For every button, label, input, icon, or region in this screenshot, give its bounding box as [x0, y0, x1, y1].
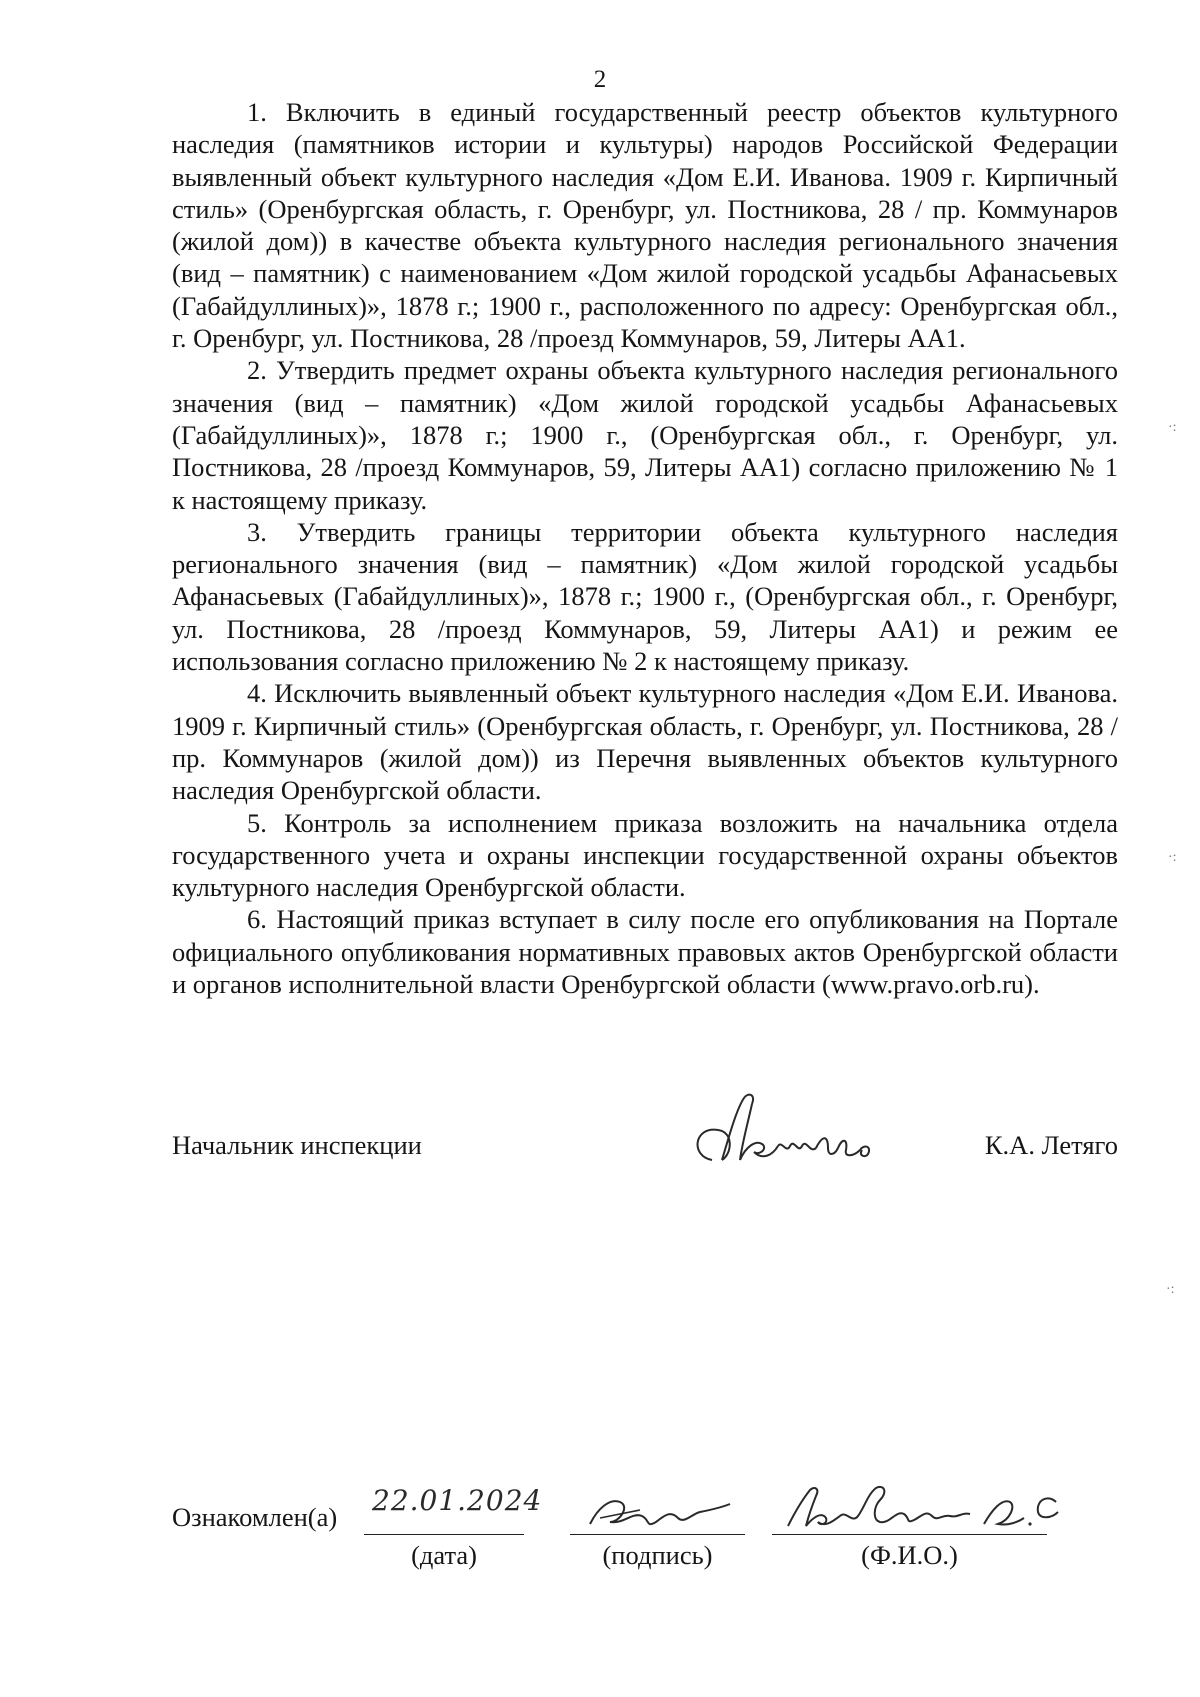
handwritten-ack-signature [580, 1488, 745, 1538]
scan-artifact: ·: [1168, 420, 1177, 435]
paragraph-2: 2. Утвердить предмет охраны объекта культурного наследия регионального значения (вид – памятник) «Дом жилой городской усадьбы Афанасьевых (Габайдуллиных)», 1878 г.; 1900 г., (Оренбургская обл., г. Оренбург, ул. Постникова, 28 /проезд Коммунаров, 59, Литеры АА1) согласно приложению № 1 к настоящему приказу. [172, 355, 1118, 515]
scan-artifact: ·: [1166, 1282, 1175, 1297]
signature-block [172, 1130, 1118, 1190]
fio-caption: (Ф.И.О.) [861, 1540, 958, 1570]
order-body [172, 96, 1118, 1000]
paragraph-4: 4. Исключить выявленный объект культурного наследия «Дом Е.И. Иванова. 1909 г. Кирпичный стиль» (Оренбургская область, г. Оренбург, ул. Постникова, 28 / пр. Коммунаров (жилой дом)) из Перечня выявленных объектов культурного наследия Оренбургской области. [172, 678, 1118, 806]
handwritten-date: 22.01.2024 [372, 1484, 543, 1517]
acknowledgement-block [172, 1484, 1132, 1578]
paragraph-3: 3. Утвердить границы территории объекта культурного наследия регионального значения (вид – памятник) «Дом жилой городской усадьбы Афанасьевых (Габайдуллиных)», 1878 г.; 1900 г., (Оренбургская обл., г. Оренбург, ул. Постникова, 28 /проезд Коммунаров, 59, Литеры АА1) и режим ее использования согласно приложению № 2 к настоящему приказу. [172, 516, 1118, 677]
handwritten-signature [682, 1090, 892, 1180]
acknowledgement-label: Ознакомлен(а) [172, 1502, 338, 1532]
signature-caption: (подпись) [602, 1540, 713, 1570]
signatory-name: К.А. Летяго [984, 1130, 1118, 1160]
handwritten-fio [780, 1480, 1070, 1538]
date-caption: (дата) [411, 1540, 477, 1570]
page-number: 2 [593, 66, 607, 93]
signatory-position: Начальник инспекции [172, 1130, 422, 1160]
paragraph-1: 1. Включить в единый государственный реестр объектов культурного наследия (памятников истории и культуры) народов Российской Федерации выявленный объект культурного наследия «Дом Е.И. Иванова. 1909 г. Кирпичный стиль» (Оренбургская область, г. Оренбург, ул. Постникова, 28 / пр. Коммунаров (жилой дом)) в качестве объекта культурного наследия регионального значения (вид – памятник) с наименованием «Дом жилой городской усадьбы Афанасьевых (Габайдуллиных)», 1878 г.; 1900 г., расположенного по адресу: Оренбургская обл., г. Оренбург, ул. Постникова, 28 /проезд Коммунаров, 59, Литеры АА1. [172, 97, 1118, 354]
paragraph-6: 6. Настоящий приказ вступает в силу после его опубликования на Портале официального опубликования нормативных правовых актов Оренбургской области и органов исполнительной власти Оренбургской области (www.pravo.orb.ru). [172, 904, 1118, 1000]
scan-artifact: ·: [1168, 850, 1177, 865]
paragraph-5: 5. Контроль за исполнением приказа возложить на начальника отдела государственного учета и охраны инспекции государственной охраны объектов культурного наследия Оренбургской области. [172, 807, 1118, 903]
